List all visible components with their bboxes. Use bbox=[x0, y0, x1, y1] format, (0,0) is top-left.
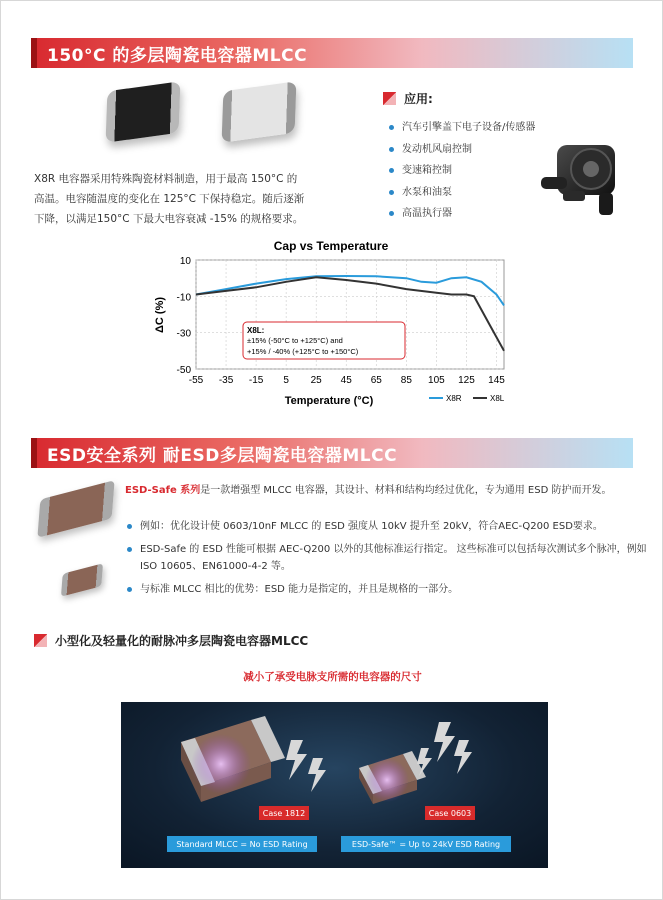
annotation-title: X8L: bbox=[247, 326, 265, 335]
x8r-description bbox=[34, 169, 324, 229]
application-label: 发动机风扇控制 bbox=[402, 143, 472, 155]
standard-mlcc-rating-label: Standard MLCC = No ESD Rating bbox=[167, 836, 317, 852]
chart-x-tick-label: 85 bbox=[400, 375, 412, 386]
applications-heading bbox=[383, 90, 433, 107]
list-item bbox=[389, 160, 535, 182]
esd-intro bbox=[125, 482, 640, 499]
application-label: 汽车引擎盖下电子设备/传感器 bbox=[402, 122, 536, 133]
esd-bullet-text: 例如：优化设计使 0603/10nF MLCC 的 ESD 强度从 10kV 提升至 20kV，符合AEC-Q200 ESD要求。 bbox=[140, 521, 603, 532]
chart-x-tick-label: -15 bbox=[248, 375, 264, 386]
applications-title: 应用: bbox=[404, 92, 433, 106]
list-item bbox=[127, 518, 647, 535]
list-item bbox=[127, 581, 647, 598]
section1-title: 150°C 的多层陶瓷电容器MLCC bbox=[47, 45, 308, 66]
list-item bbox=[389, 203, 535, 225]
esd-bullet-text: ESD-Safe 的 ESD 性能可根据 AEC-Q200 以外的其他标准运行指定。 这些标准可以包括每次测试多个脉冲，例如 ISO 10605、EN61000-4-2 等。 bbox=[140, 544, 647, 572]
bullet-dot-icon bbox=[127, 587, 132, 592]
esd-chip-small-image bbox=[61, 563, 103, 597]
esd-bullet-text: 与标准 MLCC 相比的优势：ESD 能力是指定的，并且是规格的一部分。 bbox=[140, 584, 459, 595]
banner-accent-bar bbox=[31, 438, 37, 468]
chart-y-tick-label: -50 bbox=[176, 365, 191, 376]
annotation-line: ±15% (-50°C to +125°C) and bbox=[247, 336, 343, 345]
chart-y-tick-label: -10 bbox=[176, 292, 191, 304]
applications-list bbox=[389, 117, 535, 225]
esd-intro-text: 是一款增强型 MLCC 电容器，其设计、材料和结构均经过优化，专为通用 ESD 防护而开发。 bbox=[200, 485, 612, 496]
square-bullet-icon bbox=[34, 634, 47, 647]
chart-x-tick-label: 45 bbox=[340, 375, 352, 386]
chart-x-tick-label: 105 bbox=[428, 375, 445, 386]
chart-title: Cap vs Temperature bbox=[273, 239, 389, 253]
x8r-description-line: 下降，以满足150°C 下最大电容衰减 -15% 的规格要求。 bbox=[34, 213, 304, 225]
chart-x-tick-label: 125 bbox=[458, 375, 475, 386]
section2-banner bbox=[31, 438, 633, 468]
water-pump-image bbox=[539, 135, 631, 219]
chart-annotation bbox=[243, 322, 405, 359]
bullet-dot-icon bbox=[127, 524, 132, 529]
legend-label: X8L bbox=[490, 394, 505, 403]
bullet-dot-icon bbox=[389, 147, 394, 152]
chart-y-label: ΔC (%) bbox=[154, 296, 166, 334]
list-item bbox=[127, 541, 647, 575]
chart-x-tick-label: 65 bbox=[370, 375, 382, 386]
banner-accent-bar bbox=[31, 38, 37, 68]
chart-x-ticks bbox=[189, 375, 505, 386]
chart-x-tick-label: 25 bbox=[310, 375, 322, 386]
esd-chip-large-image bbox=[37, 480, 114, 538]
x8r-description-line: 高温。电容随温度的变化在 125°C 下保持稳定。随后逐渐 bbox=[34, 193, 305, 205]
chart-legend bbox=[429, 394, 505, 403]
section2-title: ESD安全系列 耐ESD多层陶瓷电容器MLCC bbox=[47, 445, 398, 466]
bullet-dot-icon bbox=[389, 211, 394, 216]
x8r-chip-black-image bbox=[106, 81, 181, 143]
bullet-dot-icon bbox=[389, 190, 394, 195]
chart-x-tick-label: 5 bbox=[283, 375, 289, 386]
cap-vs-temp-chart bbox=[151, 235, 511, 410]
chart-x-tick-label: -35 bbox=[218, 375, 234, 386]
esd-bullets bbox=[127, 518, 647, 604]
esd-series-name: ESD-Safe 系列 bbox=[125, 485, 201, 496]
chart-y-ticks bbox=[177, 256, 192, 376]
section3-heading bbox=[34, 632, 308, 649]
bullet-dot-icon bbox=[127, 547, 132, 552]
application-label: 变速箱控制 bbox=[402, 165, 452, 176]
section3-caption: 减小了承受电脉支所需的电容器的尺寸 bbox=[243, 671, 422, 683]
x8r-description-line: X8R 电容器采用特殊陶瓷材料制造，用于最高 150°C 的 bbox=[34, 173, 298, 185]
chart-y-tick-label: 10 bbox=[179, 256, 191, 267]
application-label: 高温执行器 bbox=[402, 208, 452, 219]
section1-banner bbox=[31, 38, 633, 68]
chip-1812-image bbox=[181, 716, 285, 802]
bullet-dot-icon bbox=[389, 168, 394, 173]
list-item bbox=[389, 182, 535, 204]
application-label: 水泵和油泵 bbox=[402, 186, 452, 198]
bullet-dot-icon bbox=[389, 125, 394, 130]
chart-x-tick-label: 145 bbox=[488, 375, 505, 386]
section3-title: 小型化及轻量化的耐脉冲多层陶瓷电容器MLCC bbox=[55, 634, 309, 648]
esd-safe-rating-label: ESD-Safe™ = Up to 24kV ESD Rating bbox=[341, 836, 511, 852]
chart-x-label: Temperature (°C) bbox=[284, 395, 374, 407]
chip-0603-image bbox=[359, 751, 426, 804]
chart-y-tick-label: -30 bbox=[176, 328, 191, 340]
case-1812-label: Case 1812 bbox=[259, 806, 309, 820]
chart-x-tick-label: -55 bbox=[188, 375, 204, 386]
list-item bbox=[389, 139, 535, 161]
x8r-chip-white-image bbox=[222, 81, 297, 143]
square-bullet-icon bbox=[383, 92, 396, 105]
list-item bbox=[389, 117, 535, 139]
annotation-line: +15% / -40% (+125°C to +150°C) bbox=[247, 347, 359, 356]
legend-label: X8R bbox=[446, 394, 462, 403]
esd-comparison-image bbox=[121, 702, 548, 868]
case-0603-label: Case 0603 bbox=[425, 806, 475, 820]
